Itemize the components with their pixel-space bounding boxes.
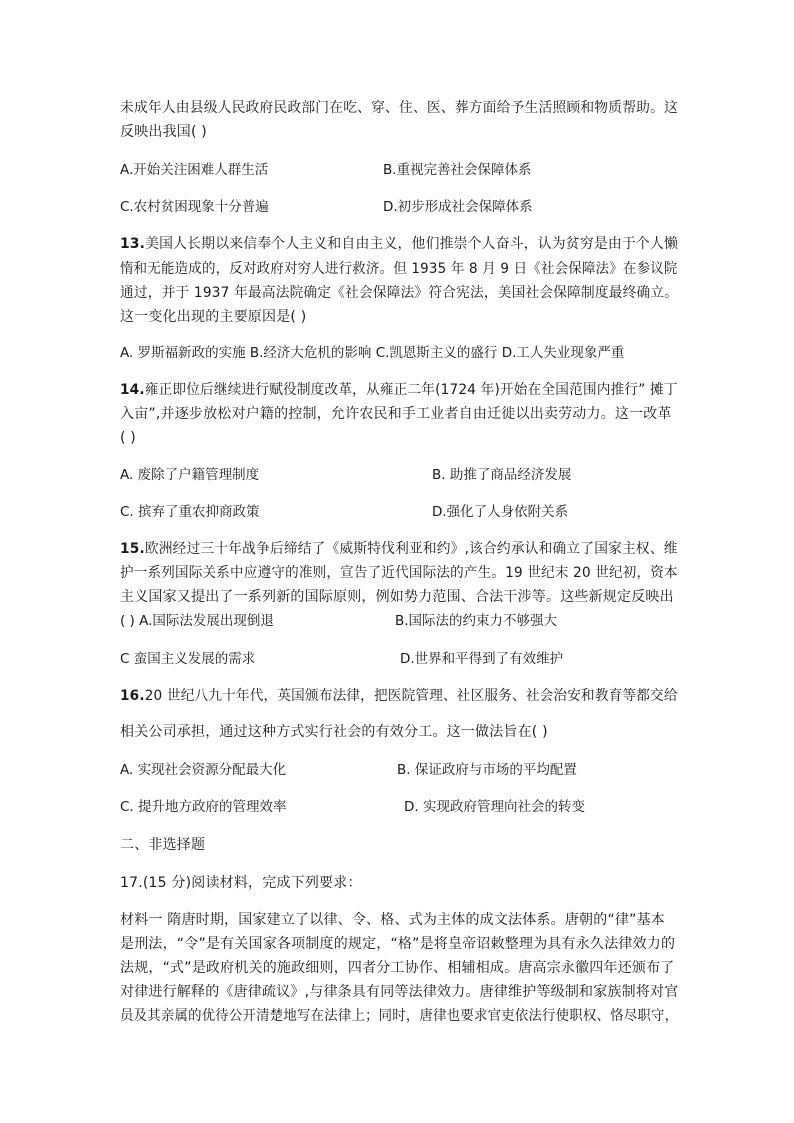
q15-line-1 <box>120 539 678 559</box>
q16-text-1: 20 世纪八九十年代，英国颁布法律，把医院管理、社区服务、社会治安和教育等都交给 <box>144 688 678 704</box>
q13-line-3: 通过，并于 1937 年最高法院确定《社会保障法》符合宪法，美国社会保障制度最终确立。 <box>120 285 679 301</box>
q13-line-4: 这一变化出现的主要原因是( ) <box>120 309 307 325</box>
q16-option-a: A. 实现社会资源分配最大化 <box>120 762 287 778</box>
q13-line-2: 惰和无能造成的，反对政府对穷人进行救济。但 1935 年 8 月 9 日《社会保障法》在参议院 <box>120 261 678 277</box>
section-heading: 二、非选择题 <box>120 837 206 853</box>
q17-line-2: 是刑法，“令”是有关国家各项制度的规定，“格”是将皇帝诏敕整理为具有永久法律效力的 <box>120 936 676 952</box>
q17-line-1: 材料一 隋唐时期，国家建立了以律、令、格、式为主体的成文法体系。唐朝的“律”基本 <box>120 912 665 928</box>
q13-line-1 <box>120 234 678 254</box>
q12-option-c: C.农村贫困现象十分普遍 <box>120 199 269 215</box>
q15-line-3: 主义国家又提出了一系列新的国际原则，例如势力范围、合法干涉等。这些新规定反映出 <box>120 589 674 605</box>
q14-line-2: 入亩”,并逐步放松对户籍的控制，允许农民和手工业者自由迁徙以出卖劳动力。这一改革 <box>120 406 672 422</box>
q14-option-d: D.强化了人身依附关系 <box>432 504 569 520</box>
q13-text-1: 美国人长期以来信奉个人主义和自由主义，他们推崇个人奋斗，认为贫穷是由于个人懒 <box>145 236 679 252</box>
q15-line-2: 护一系列国际关系中应遵守的准则，宣告了近代国际法的产生。19 世纪末 20 世纪初，资本 <box>120 565 678 581</box>
q17-line-5: 员及其亲属的优待公开清楚地写在法律上；同时，唐律也要求官吏依法行使职权、恪尽职守， <box>120 1008 679 1024</box>
q12-option-b: B.重视完善社会保障体系 <box>383 162 532 178</box>
q14-text-1: 雍正即位后继续进行赋役制度改革，从雍正二年(1724 年)开始在全国范围内推行” 摊丁 <box>144 382 678 398</box>
q15-option-b: B.国际法的约束力不够强大 <box>395 613 558 629</box>
q14-option-b: B. 助推了商品经济发展 <box>432 467 572 483</box>
q14-option-a: A. 废除了户籍管理制度 <box>120 467 260 483</box>
q16-option-c: C. 提升地方政府的管理效率 <box>120 799 287 815</box>
q16-line-1 <box>120 686 678 706</box>
q14-number: 14. <box>120 382 145 398</box>
q12-line-2: 反映出我国( ) <box>120 124 207 140</box>
q12-option-d: D.初步形成社会保障体系 <box>383 199 533 215</box>
q14-line-3: ( ) <box>120 430 136 446</box>
q16-option-d: D. 实现政府管理向社会的转变 <box>404 799 585 815</box>
q16-line-2: 相关公司承担，通过这种方式实行社会的有效分工。这一做法旨在( ) <box>120 724 548 740</box>
q13-number: 13. <box>120 236 146 252</box>
q12-option-a: A.开始关注困难人群生活 <box>120 162 269 178</box>
q17-line-4: 对律进行解释的《唐律疏议》,与律条具有同等法律效力。唐律维护等级制和家族制将对官 <box>120 984 679 1000</box>
q17-heading: 17.(15 分)阅读材料，完成下列要求： <box>120 875 362 891</box>
q15-option-c: C 蛮国主义发展的需求 <box>120 651 256 667</box>
q15-option-a: ( ) A.国际法发展出现倒退 <box>120 613 274 629</box>
q14-option-c: C. 摈弃了重农抑商政策 <box>120 504 260 520</box>
q15-option-d: D.世界和平得到了有效维护 <box>400 651 564 667</box>
q14-line-1 <box>120 380 678 400</box>
q12-line-1: 未成年人由县级人民政府民政部门在吃、穿、住、医、葬方面给予生活照顾和物质帮助。这 <box>120 100 679 116</box>
q15-number: 15. <box>120 541 145 557</box>
q15-text-1: 欧洲经过三十年战争后缔结了《威斯特伐利亚和约》,该合约承认和确立了国家主权、维 <box>144 541 678 557</box>
q16-option-b: B. 保证政府与市场的平均配置 <box>397 762 577 778</box>
q13-options: A. 罗斯福新政的实施 B.经济大危机的影响 C.凯恩斯主义的盛行 D.工人失业现象严重 <box>120 345 625 361</box>
q17-line-3: 法规，“式”是政府机关的施政细则，四者分工协作、相辅相成。唐高宗永徽四年还颁布了 <box>120 960 675 976</box>
q16-number: 16. <box>120 688 145 704</box>
